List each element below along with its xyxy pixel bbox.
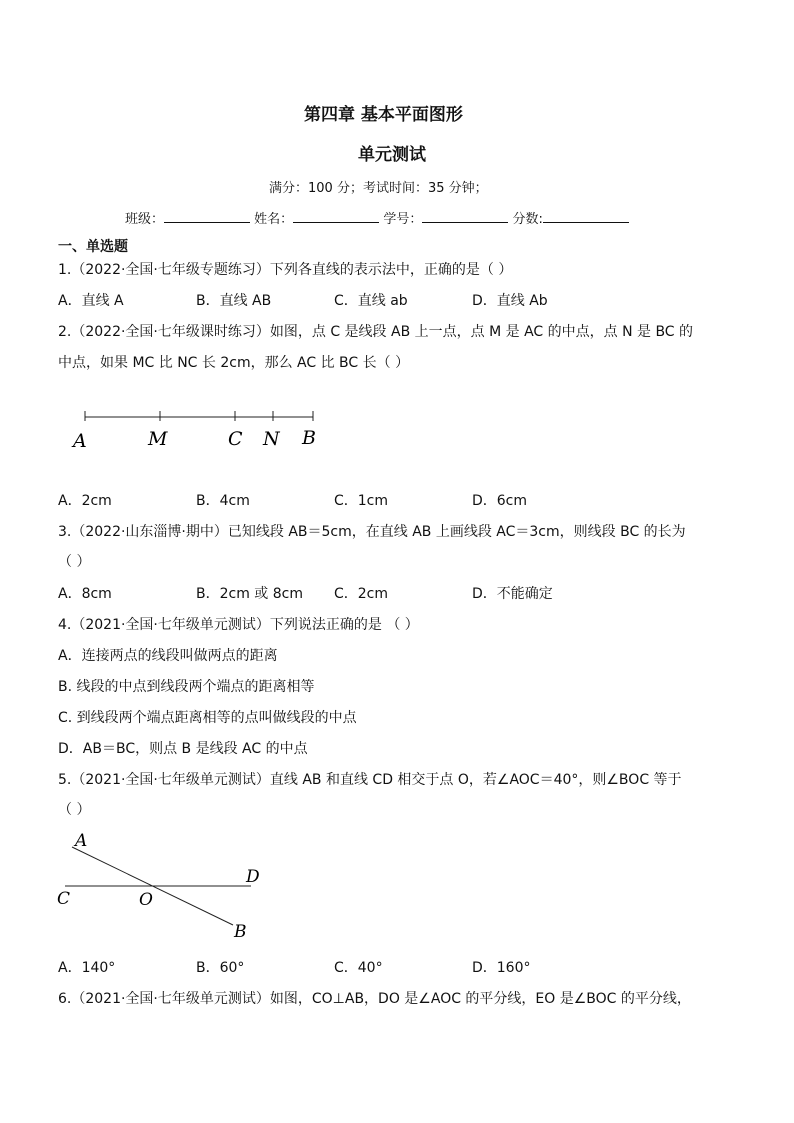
student-fields [125, 208, 629, 227]
q5-option-a[interactable]: A．140° [58, 960, 116, 976]
q3-option-b[interactable]: B．2cm 或 8cm [196, 586, 303, 602]
q1-option-a[interactable]: A．直线 A [58, 293, 124, 309]
label-m: M [148, 428, 168, 450]
q1-option-b[interactable]: B．直线 AB [196, 293, 272, 309]
label-a: A [75, 831, 88, 851]
q2-option-b[interactable]: B．4cm [196, 493, 250, 509]
question-5-text-line-2: （ ） [58, 802, 91, 818]
q3-option-d[interactable]: D．不能确定 [472, 586, 553, 602]
label-n: N [263, 428, 280, 450]
question-2-text-line-2: 中点，如果 MC 比 NC 长 2cm，那么 AC 比 BC 长（ ） [58, 355, 410, 371]
id-label: 学号： [383, 212, 423, 227]
q4-option-d[interactable]: D．AB＝BC，则点 B 是线段 AC 的中点 [58, 741, 308, 757]
label-o: O [139, 890, 153, 910]
section-title: 一、单选题 [58, 239, 128, 255]
q3-option-a[interactable]: A．8cm [58, 586, 112, 602]
name-field[interactable] [293, 208, 379, 223]
exam-info: 满分：100 分；考试时间：35 分钟； [269, 181, 488, 196]
class-label: 班级： [125, 212, 165, 227]
test-title: 单元测试 [358, 145, 426, 165]
q1-option-d[interactable]: D．直线 Ab [472, 293, 548, 309]
question-3-text-line-1: 3.（2022·山东淄博·期中）已知线段 AB＝5cm，在直线 AB 上画线段 AC＝3cm，则线段 BC 的长为 [58, 524, 686, 540]
label-a: A [73, 430, 87, 452]
intersecting-lines-figure [55, 830, 275, 945]
class-field[interactable] [164, 208, 250, 223]
q4-option-c[interactable]: C. 到线段两个端点距离相等的点叫做线段的中点 [58, 710, 357, 726]
question-2-text-line-1: 2.（2022·全国·七年级课时练习）如图，点 C 是线段 AB 上一点，点 M 是 AC 的中点，点 N 是 BC 的 [58, 324, 694, 340]
question-1-text: 1.（2022·全国·七年级专题练习）下列各直线的表示法中，正确的是（ ） [58, 262, 513, 278]
question-4-text: 4.（2021·全国·七年级单元测试）下列说法正确的是 （ ） [58, 617, 419, 633]
name-label: 姓名： [254, 212, 294, 227]
q5-option-c[interactable]: C．40° [334, 960, 383, 976]
q4-option-a[interactable]: A．连接两点的线段叫做两点的距离 [58, 648, 278, 664]
question-6-text: 6.（2021·全国·七年级单元测试）如图，CO⊥AB，DO 是∠AOC 的平分线，EO 是∠BOC 的平分线， [58, 991, 691, 1007]
id-field[interactable] [422, 208, 508, 223]
label-d: D [246, 867, 260, 887]
score-field[interactable] [543, 208, 629, 223]
chapter-title: 第四章 基本平面图形 [304, 105, 463, 125]
label-b: B [234, 922, 247, 942]
q4-option-b[interactable]: B. 线段的中点到线段两个端点的距离相等 [58, 679, 315, 695]
q2-option-a[interactable]: A．2cm [58, 493, 112, 509]
q2-option-d[interactable]: D．6cm [472, 493, 528, 509]
label-c: C [228, 428, 243, 450]
label-c: C [57, 889, 71, 909]
q5-option-d[interactable]: D．160° [472, 960, 531, 976]
score-label: 分数: [512, 212, 543, 227]
segment-figure [70, 405, 330, 455]
q1-option-c[interactable]: C．直线 ab [334, 293, 408, 309]
q3-option-c[interactable]: C．2cm [334, 586, 389, 602]
q2-option-c[interactable]: C．1cm [334, 493, 389, 509]
question-3-text-line-2: （ ） [58, 554, 91, 570]
q5-option-b[interactable]: B．60° [196, 960, 245, 976]
label-b: B [302, 427, 316, 449]
question-5-text-line-1: 5.（2021·全国·七年级单元测试）直线 AB 和直线 CD 相交于点 O，若∠AOC＝40°，则∠BOC 等于 [58, 772, 682, 788]
